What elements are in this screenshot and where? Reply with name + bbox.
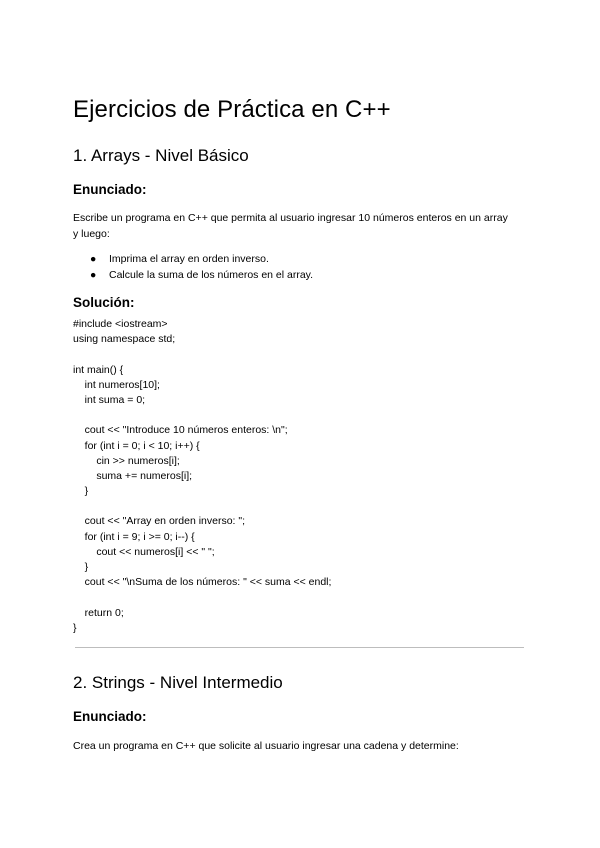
bullet-icon: ● bbox=[90, 253, 97, 265]
section-1-heading: 1. Arrays - Nivel Básico bbox=[73, 146, 249, 165]
section-1-enunciado-text: Escribe un programa en C++ que permita al usuario ingresar 10 números enteros en un array y luego: bbox=[73, 212, 508, 240]
code-line: cout << "Array en orden inverso: "; bbox=[73, 515, 246, 528]
code-line: cout << "Introduce 10 números enteros: \n"; bbox=[73, 424, 288, 437]
code-line: cout << "\nSuma de los números: " << suma << endl; bbox=[73, 576, 332, 589]
code-line: using namespace std; bbox=[73, 333, 176, 346]
code-line: int main() { bbox=[73, 363, 124, 376]
section-2-enunciado-text: Crea un programa en C++ que solicite al usuario ingresar una cadena y determine: bbox=[73, 740, 459, 752]
code-line bbox=[73, 408, 331, 423]
section-divider bbox=[75, 647, 524, 648]
section-1-bullet-list bbox=[73, 251, 313, 283]
code-line: } bbox=[73, 485, 89, 498]
code-line bbox=[73, 590, 331, 605]
section-1-enunciado-label: Enunciado: bbox=[73, 182, 147, 197]
code-line: } bbox=[73, 561, 89, 573]
list-item bbox=[73, 251, 313, 267]
section-1-solucion-label: Solución: bbox=[73, 295, 135, 310]
list-item-text: Calcule la suma de los números en el array. bbox=[109, 269, 314, 281]
document-title: Ejercicios de Práctica en C++ bbox=[73, 96, 391, 123]
list-item bbox=[73, 267, 313, 283]
code-line: #include <iostream> bbox=[73, 318, 168, 330]
list-item-text: Imprima el array en orden inverso. bbox=[109, 253, 269, 265]
code-block bbox=[73, 317, 331, 636]
section-2-enunciado-label: Enunciado: bbox=[73, 709, 147, 724]
code-line: cin >> numeros[i]; bbox=[73, 454, 180, 467]
code-line: int numeros[10]; bbox=[73, 378, 160, 391]
code-line: } bbox=[73, 621, 77, 634]
code-line bbox=[73, 499, 331, 514]
bullet-icon: ● bbox=[90, 269, 97, 281]
code-line: return 0; bbox=[73, 606, 124, 619]
code-line: suma += numeros[i]; bbox=[73, 469, 193, 482]
code-line bbox=[73, 347, 331, 362]
code-line: int suma = 0; bbox=[73, 393, 146, 406]
code-line: for (int i = 9; i >= 0; i--) { bbox=[73, 530, 195, 543]
code-line: cout << numeros[i] << " "; bbox=[73, 545, 215, 558]
code-line: for (int i = 0; i < 10; i++) { bbox=[73, 439, 200, 452]
section-2-heading: 2. Strings - Nivel Intermedio bbox=[73, 673, 283, 692]
